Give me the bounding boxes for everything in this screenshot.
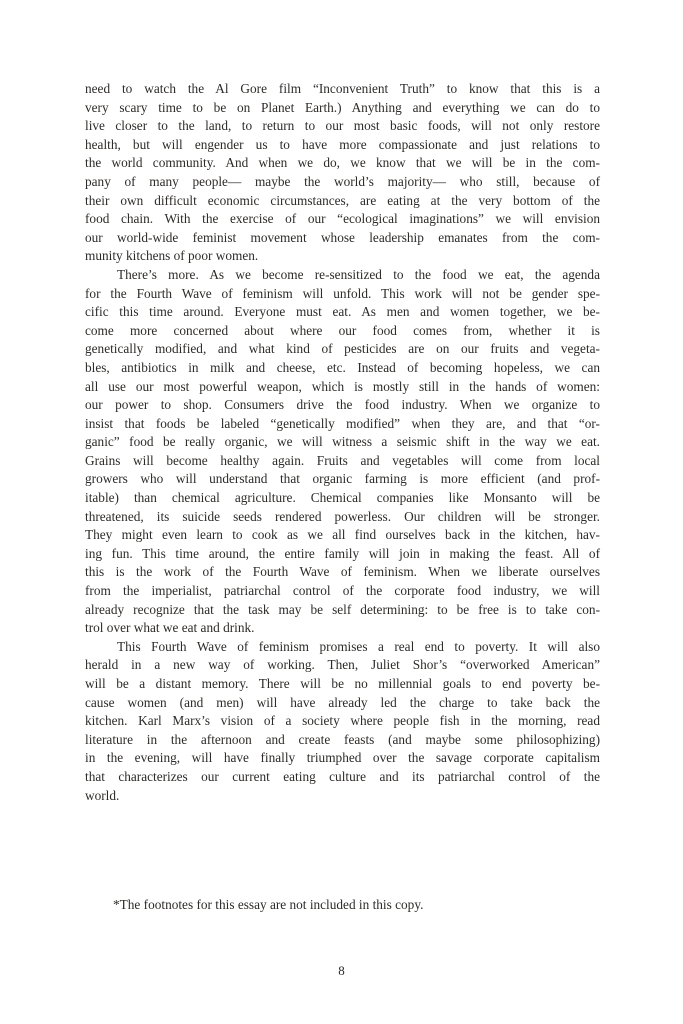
text-line: our world-wide feminist movement whose leadership emanates from the com-: [85, 229, 600, 245]
text-line: this is the work of the Fourth Wave of feminism. When we liberate ourselves: [85, 564, 600, 580]
text-line: will be a distant memory. There will be no millennial goals to end poverty be-: [85, 676, 600, 691]
text-line: from the imperialist, patriarchal control of the corporate food industry, we will: [85, 583, 600, 599]
text-line: threatened, its suicide seeds rendered powerless. Our children will be stronger.: [85, 508, 600, 524]
text-line: ing fun. This time around, the entire family will join in making the feast. All of: [85, 545, 600, 561]
paragraph: [85, 266, 600, 638]
text-line: very scary time to be on Planet Earth.) Anything and everything we can do to: [85, 99, 600, 115]
text-line: live closer to the land, to return to our most basic foods, will not only restore: [85, 118, 600, 134]
text-line: food chain. With the exercise of our “ecological imaginations” we will envision: [85, 211, 600, 227]
text-line: genetically modified, and what kind of pesticides are on our fruits and vegeta-: [85, 341, 600, 357]
text-line: all use our most powerful weapon, which is mostly still in the hands of women:: [85, 378, 600, 394]
paragraph: [85, 638, 600, 805]
text-line: health, but will engender us to have more compassionate and just relations to: [85, 136, 600, 152]
text-line: the world community. And when we do, we know that we will be in the com-: [85, 155, 600, 171]
text-line: cific this time around. Everyone must eat. As men and women together, we be-: [85, 304, 600, 320]
text-line: There’s more. As we become re-sensitized to the food we eat, the agenda: [117, 266, 600, 282]
text-line: for the Fourth Wave of feminism will unfold. This work will not be gender spe-: [85, 285, 600, 301]
text-line: already recognize that the task may be self determining: to be free is to take con-: [85, 601, 600, 617]
text-line: their own difficult economic circumstances, are eating at the very bottom of the: [85, 192, 600, 208]
text-line: bles, antibiotics in milk and cheese, etc. Instead of becoming hopeless, we can: [85, 359, 600, 375]
text-line: need to watch the Al Gore film “Inconvenient Truth” to know that this is a: [85, 81, 600, 96]
text-line: herald in a new way of working. Then, Juliet Shor’s “overworked American”: [85, 657, 600, 673]
text-line: This Fourth Wave of feminism promises a real end to poverty. It will also: [117, 638, 600, 654]
text-line: world.: [85, 787, 120, 803]
text-line: come more concerned about where our food comes from, whether it is: [85, 322, 600, 338]
text-line: kitchen. Karl Marx’s vision of a society where people fish in the morning, read: [85, 713, 600, 729]
text-line: They might even learn to cook as we all find ourselves back in the kitchen, hav-: [85, 527, 600, 543]
text-line: growers who will understand that organic farming is more efficient (and prof-: [85, 471, 600, 487]
text-line: pany of many people— maybe the world’s majority— who still, because of: [85, 173, 600, 189]
text-line: cause women (and men) will have already led the charge to take back the: [85, 694, 600, 710]
text-line: that characterizes our current eating culture and its patriarchal control of the: [85, 768, 600, 784]
text-line: ganic” food be really organic, we will witness a seismic shift in the way we eat.: [85, 434, 600, 450]
text-line: munity kitchens of poor women.: [85, 248, 259, 264]
text-line: our power to shop. Consumers drive the food industry. When we organize to: [85, 397, 600, 413]
text-line: Grains will become healthy again. Fruits and vegetables will come from local: [85, 452, 600, 468]
paragraph: [85, 80, 600, 266]
text-block: [85, 80, 600, 805]
page-number: 8: [338, 963, 345, 978]
footnote: *The footnotes for this essay are not included in this copy.: [113, 897, 424, 912]
text-line: trol over what we eat and drink.: [85, 620, 255, 636]
text-line: insist that foods be labeled “genetically modified” when they are, and that “or-: [85, 415, 600, 431]
text-line: in the evening, will have finally triumphed over the savage corporate capitalism: [85, 750, 600, 766]
text-line: itable) than chemical agriculture. Chemical companies like Monsanto will be: [85, 490, 600, 506]
text-line: literature in the afternoon and create feasts (and maybe some philosophizing): [85, 731, 600, 747]
